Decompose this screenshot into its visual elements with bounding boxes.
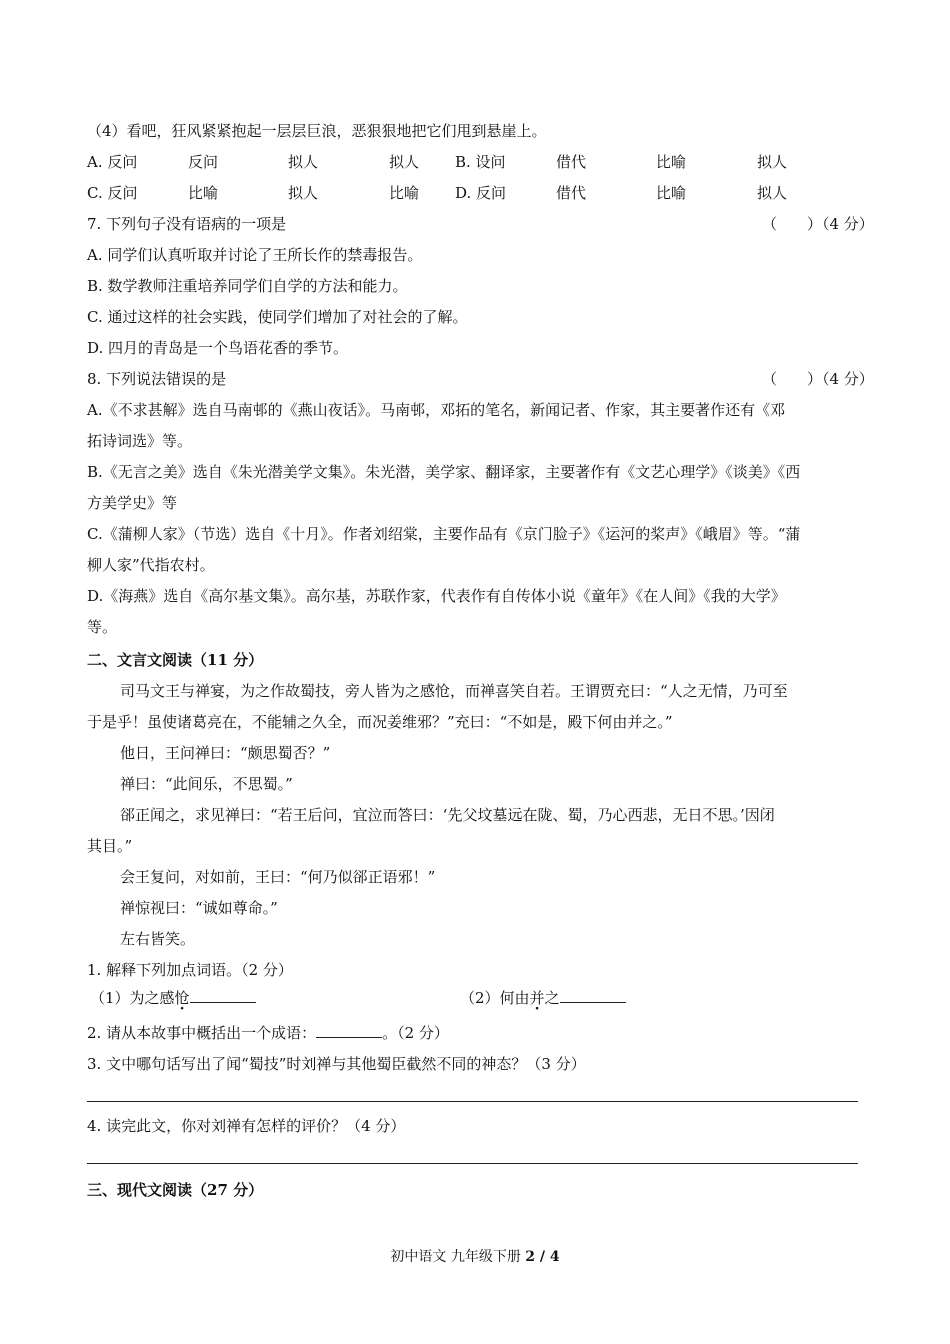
passage-line: 禅惊视曰：“诚如尊命。” [120,899,278,917]
q8-line: 方美学史》等 [87,494,178,512]
q6-option-b-label: B. 设问 [455,153,506,171]
q6-option-d-label: D. 反问 [455,184,507,202]
q6-option-a-4: 拟人 [389,153,420,171]
section-3-heading: 三、现代文阅读（27 分） [87,1181,264,1199]
s2-q1-stem: 1. 解释下列加点词语。（2 分） [87,961,293,979]
footer-text: 初中语文 九年级下册 [390,1249,526,1265]
q7-option-a: A. 同学们认真听取并讨论了王所长作的禁毒报告。 [87,246,423,264]
q7-option-c: C. 通过这样的社会实践，使同学们增加了对社会的了解。 [87,308,468,326]
s2-q2-blank[interactable] [316,1023,382,1038]
q6-option-d-4: 拟人 [757,184,788,202]
s2-q4-answer-line[interactable] [87,1163,858,1164]
q6-option-b-4: 拟人 [757,153,788,171]
q6-option-a-label: A. 反问 [87,153,138,171]
s2-q4: 4. 读完此文，你对刘禅有怎样的评价？（4 分） [87,1117,406,1135]
passage-line: 他日，王问禅曰：“颇思蜀否？” [120,744,331,762]
passage-line: 会王复问，对如前，王曰：“何乃似郤正语邪！” [120,868,436,886]
s2-q1-a [90,988,256,1008]
passage-line: 于是乎！虽使诸葛亮在，不能辅之久全，而况姜维邪？”充曰：“不如是，殿下何由并之。” [87,713,673,731]
q7-option-b: B. 数学教师注重培养同学们自学的方法和能力。 [87,277,408,295]
q7-answer-mark: （ ）（4 分） [762,215,874,233]
q6-option-a-2: 反问 [188,153,219,171]
q6-option-c-2: 比喻 [188,184,219,202]
s2-q1-a-prefix: （1）为之感 [90,989,175,1007]
q8-line: D.《海燕》选自《高尔基文集》。高尔基，苏联作家，代表作有自传体小说《童年》《在人间》《我的大学》 [87,587,786,605]
passage-line: 禅曰：“此间乐，不思蜀。” [120,775,293,793]
s2-q3: 3. 文中哪句话写出了闻“蜀技”时刘禅与其他蜀臣截然不同的神态？（3 分） [87,1055,586,1073]
s2-q1-b-dotted-char: 并 [529,989,545,1007]
q6-option-c-4: 比喻 [389,184,420,202]
page-number: 2 / 4 [525,1249,560,1265]
s2-q1-b [460,988,626,1008]
q6-option-b-2: 借代 [556,153,587,171]
q8-line: 拓诗词选》等。 [87,432,193,450]
s2-q1-b-prefix: （2）何由 [460,989,530,1007]
q7-stem: 7. 下列句子没有语病的一项是 [87,215,287,233]
s2-q2-suffix: 。（2 分） [382,1024,449,1042]
q6-option-c-label: C. 反问 [87,184,138,202]
q7-option-d: D. 四月的青岛是一个鸟语花香的季节。 [87,339,349,357]
q8-line: C.《蒲柳人家》（节选）选自《十月》。作者刘绍棠，主要作品有《京门脸子》《运河的桨声》《峨眉》等。“蒲 [87,525,801,543]
s2-q3-answer-line[interactable] [87,1101,858,1102]
q8-line: 柳人家”代指农村。 [87,556,215,574]
s2-q1-b-suffix: 之 [544,989,560,1007]
q8-answer-mark: （ ）（4 分） [762,370,874,388]
q6-option-d-2: 借代 [556,184,587,202]
q6-option-c-3: 拟人 [288,184,319,202]
passage-line: 郤正闻之，求见禅曰：“若王后问，宜泣而答曰：‘先父坟墓远在陇、蜀，乃心西悲，无日不思。’因闭 [120,806,775,824]
passage-line: 左右皆笑。 [120,930,196,948]
q8-stem: 8. 下列说法错误的是 [87,370,227,388]
q6-item-4: （4）看吧，狂风紧紧抱起一层层巨浪，恶狠狠地把它们甩到悬崖上。 [87,122,547,140]
s2-q2-prefix: 2. 请从本故事中概括出一个成语： [87,1024,317,1042]
s2-q2 [87,1023,449,1043]
q6-option-a-3: 拟人 [288,153,319,171]
q6-option-d-3: 比喻 [656,184,687,202]
q6-option-b-3: 比喻 [656,153,687,171]
section-2-heading: 二、文言文阅读（11 分） [87,651,264,669]
s2-q1-a-blank[interactable] [190,988,256,1003]
s2-q1-a-dotted-char: 怆 [174,989,190,1007]
q8-line: A.《不求甚解》选自马南邨的《燕山夜话》。马南邨，邓拓的笔名，新闻记者、作家，其主要著作还有《邓 [87,401,786,419]
passage-line: 其目。” [87,837,133,855]
page-footer [0,1246,950,1266]
q8-line: B.《无言之美》选自《朱光潜美学文集》。朱光潜，美学家、翻译家，主要著作有《文艺心理学》《谈美》《西 [87,463,801,481]
passage-line: 司马文王与禅宴，为之作故蜀技，旁人皆为之感怆，而禅喜笑自若。王谓贾充曰：“人之无情，乃可至 [120,682,788,700]
s2-q1-b-blank[interactable] [560,988,626,1003]
q8-line: 等。 [87,618,118,636]
